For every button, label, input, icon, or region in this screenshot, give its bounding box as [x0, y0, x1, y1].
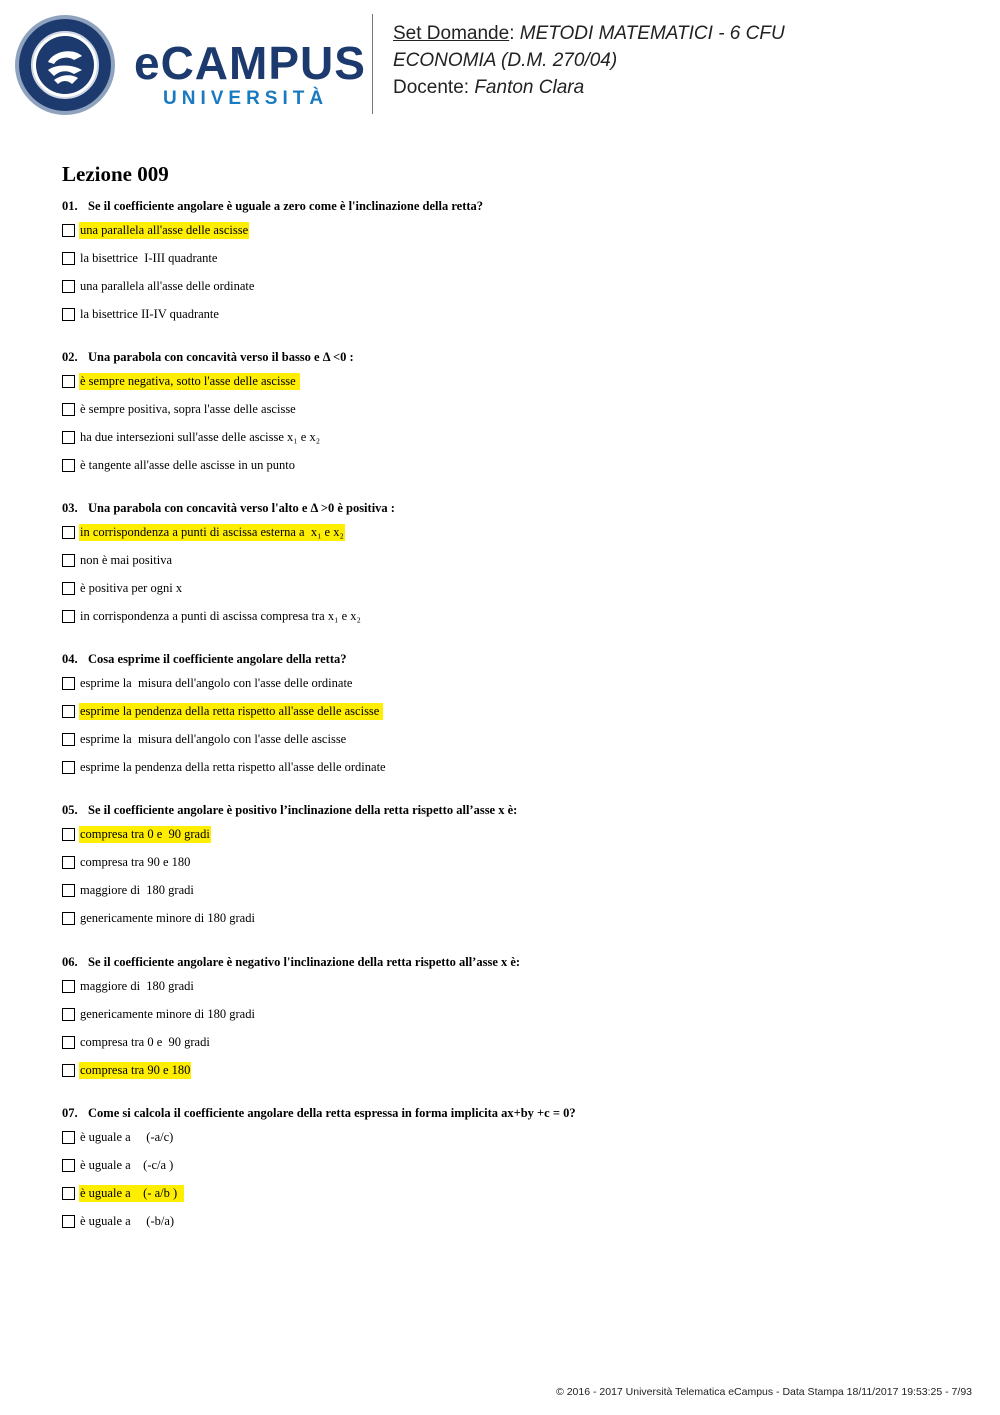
answer-option[interactable]	[62, 244, 962, 272]
answer-checkbox[interactable]	[62, 308, 75, 321]
answer-checkbox[interactable]	[62, 677, 75, 690]
answer-label: compresa tra 0 e 90 gradi	[80, 1034, 210, 1049]
header-divider	[372, 14, 373, 114]
answer-label: esprime la misura dell'angolo con l'asse delle ordinate	[80, 675, 353, 690]
question-text	[62, 1103, 962, 1123]
answer-checkbox[interactable]	[62, 526, 75, 539]
answer-checkbox[interactable]	[62, 554, 75, 567]
answer-checkbox[interactable]	[62, 856, 75, 869]
answer-label-highlighted: è uguale a (- a/b )	[80, 1185, 184, 1200]
answer-option[interactable]	[62, 697, 962, 725]
answer-label: la bisettrice I-III quadrante	[80, 250, 218, 265]
answer-label-highlighted: è sempre negativa, sotto l'asse delle ascisse	[80, 373, 299, 388]
set-label: Set Domande	[393, 23, 510, 44]
question-number: 04.	[62, 652, 78, 666]
answer-checkbox[interactable]	[62, 610, 75, 623]
answer-option[interactable]	[62, 574, 962, 602]
teacher-label: Docente:	[393, 77, 475, 98]
answer-checkbox[interactable]	[62, 459, 75, 472]
page-footer: © 2016 - 2017 Università Telematica eCampus - Data Stampa 18/11/2017 19:53:25 - 7/93	[556, 1386, 972, 1398]
question-text	[62, 800, 962, 820]
question-text	[62, 952, 962, 972]
answer-label-highlighted: compresa tra 90 e 180	[80, 1062, 191, 1077]
question-text	[62, 347, 962, 367]
answer-checkbox[interactable]	[62, 1008, 75, 1021]
answer-option[interactable]	[62, 1123, 962, 1151]
answer-checkbox[interactable]	[62, 1036, 75, 1049]
question-prompt: Una parabola con concavità verso l'alto e Δ >0 è positiva :	[88, 501, 395, 515]
answer-option[interactable]	[62, 1207, 962, 1235]
question-block	[62, 800, 962, 932]
question-prompt: Se il coefficiente angolare è positivo l’inclinazione della retta rispetto all’asse x è:	[88, 803, 518, 817]
answer-checkbox[interactable]	[62, 761, 75, 774]
question-prompt: Se il coefficiente angolare è negativo l'inclinazione della retta rispetto all’asse x è:	[88, 955, 521, 969]
answer-option[interactable]	[62, 546, 962, 574]
answer-option[interactable]	[62, 1028, 962, 1056]
answer-label: è uguale a (-a/c)	[80, 1129, 174, 1144]
answer-option[interactable]	[62, 904, 962, 932]
question-number: 03.	[62, 501, 78, 515]
question-block	[62, 498, 962, 630]
lesson-title: Lezione 009	[62, 162, 169, 186]
answer-option[interactable]	[62, 367, 962, 395]
program-name: ECONOMIA (D.M. 270/04)	[393, 50, 618, 71]
answer-option[interactable]	[62, 876, 962, 904]
page-header	[0, 0, 1000, 130]
answer-option[interactable]	[62, 669, 962, 697]
answer-checkbox[interactable]	[62, 1187, 75, 1200]
question-number: 06.	[62, 955, 78, 969]
answer-checkbox[interactable]	[62, 705, 75, 718]
answer-checkbox[interactable]	[62, 828, 75, 841]
answer-label: una parallela all'asse delle ordinate	[80, 278, 255, 293]
answer-checkbox[interactable]	[62, 912, 75, 925]
set-separator: :	[509, 23, 520, 44]
answer-checkbox[interactable]	[62, 375, 75, 388]
answer-label: è uguale a (-c/a )	[80, 1157, 174, 1172]
answer-label: maggiore di 180 gradi	[80, 882, 194, 897]
header-set-line	[393, 23, 785, 45]
answer-option[interactable]	[62, 272, 962, 300]
answer-option[interactable]	[62, 848, 962, 876]
answer-checkbox[interactable]	[62, 582, 75, 595]
question-number: 02.	[62, 350, 78, 364]
answer-option[interactable]	[62, 972, 962, 1000]
answer-label: esprime la pendenza della retta rispetto all'asse delle ordinate	[80, 759, 386, 774]
answer-option[interactable]	[62, 725, 962, 753]
answer-option[interactable]	[62, 602, 962, 630]
question-block	[62, 952, 962, 1084]
logo-wordmark: eCAMPUS	[134, 37, 366, 89]
teacher-name: Fanton Clara	[474, 77, 585, 98]
question-block	[62, 196, 962, 328]
question-prompt: Una parabola con concavità verso il basso e Δ <0 :	[88, 350, 354, 364]
answer-label: è sempre positiva, sopra l'asse delle ascisse	[80, 401, 296, 416]
answer-label-highlighted: compresa tra 0 e 90 gradi	[80, 826, 210, 841]
answer-label: maggiore di 180 gradi	[80, 978, 194, 993]
question-number: 05.	[62, 803, 78, 817]
question-block	[62, 347, 962, 479]
answer-option[interactable]	[62, 216, 962, 244]
answer-option[interactable]	[62, 1056, 962, 1084]
answer-label: non è mai positiva	[80, 552, 172, 567]
answer-checkbox[interactable]	[62, 1159, 75, 1172]
answer-option[interactable]	[62, 1151, 962, 1179]
question-number: 01.	[62, 199, 78, 213]
answer-label: genericamente minore di 180 gradi	[80, 910, 255, 925]
answer-option[interactable]	[62, 753, 962, 781]
answer-option[interactable]	[62, 300, 962, 328]
question-block	[62, 1103, 962, 1235]
answer-checkbox[interactable]	[62, 1131, 75, 1144]
answer-label: in corrispondenza a punti di ascissa compresa tra x₁ e x₂	[80, 608, 361, 623]
answer-checkbox[interactable]	[62, 403, 75, 416]
answer-option[interactable]	[62, 1179, 962, 1207]
answer-label: compresa tra 90 e 180	[80, 854, 191, 869]
header-program-line	[393, 50, 617, 72]
answer-option[interactable]	[62, 518, 962, 546]
answer-checkbox[interactable]	[62, 252, 75, 265]
answer-checkbox[interactable]	[62, 884, 75, 897]
question-text	[62, 649, 962, 669]
answer-label: ha due intersezioni sull'asse delle ascisse x₁ e x₂	[80, 429, 321, 444]
ecampus-seal-logo	[14, 14, 116, 116]
answer-checkbox[interactable]	[62, 1215, 75, 1228]
answer-option[interactable]	[62, 1000, 962, 1028]
question-prompt: Cosa esprime il coefficiente angolare della retta?	[88, 652, 347, 666]
answer-checkbox[interactable]	[62, 224, 75, 237]
logo-subtitle: UNIVERSITÀ	[163, 88, 329, 109]
answer-label: esprime la misura dell'angolo con l'asse delle ascisse	[80, 731, 347, 746]
answer-label: genericamente minore di 180 gradi	[80, 1006, 255, 1021]
question-prompt: Come si calcola il coefficiente angolare della retta espressa in forma implicita ax+by +c = 0?	[88, 1106, 576, 1120]
question-number: 07.	[62, 1106, 78, 1120]
question-block	[62, 649, 962, 781]
answer-checkbox[interactable]	[62, 431, 75, 444]
answer-checkbox[interactable]	[62, 980, 75, 993]
answer-option[interactable]	[62, 395, 962, 423]
answer-label: è tangente all'asse delle ascisse in un punto	[80, 457, 296, 472]
answer-label-highlighted: una parallela all'asse delle ascisse	[80, 222, 249, 237]
question-text	[62, 196, 962, 216]
answer-label: la bisettrice II-IV quadrante	[80, 306, 219, 321]
answer-checkbox[interactable]	[62, 1064, 75, 1077]
question-prompt: Se il coefficiente angolare è uguale a zero come è l'inclinazione della retta?	[88, 199, 484, 213]
answer-label-highlighted: esprime la pendenza della retta rispetto all'asse delle ascisse	[80, 703, 383, 718]
answer-checkbox[interactable]	[62, 733, 75, 746]
answer-label: è positiva per ogni x	[80, 580, 183, 595]
answer-label: è uguale a (-b/a)	[80, 1213, 175, 1228]
answer-option[interactable]	[62, 820, 962, 848]
answer-option[interactable]	[62, 451, 962, 479]
question-text	[62, 498, 962, 518]
header-teacher-line	[393, 77, 584, 99]
course-name: METODI MATEMATICI - 6 CFU	[519, 23, 785, 44]
answer-label-highlighted: in corrispondenza a punti di ascissa esterna a x₁ e x₂	[80, 524, 344, 539]
answer-checkbox[interactable]	[62, 280, 75, 293]
answer-option[interactable]	[62, 423, 962, 451]
